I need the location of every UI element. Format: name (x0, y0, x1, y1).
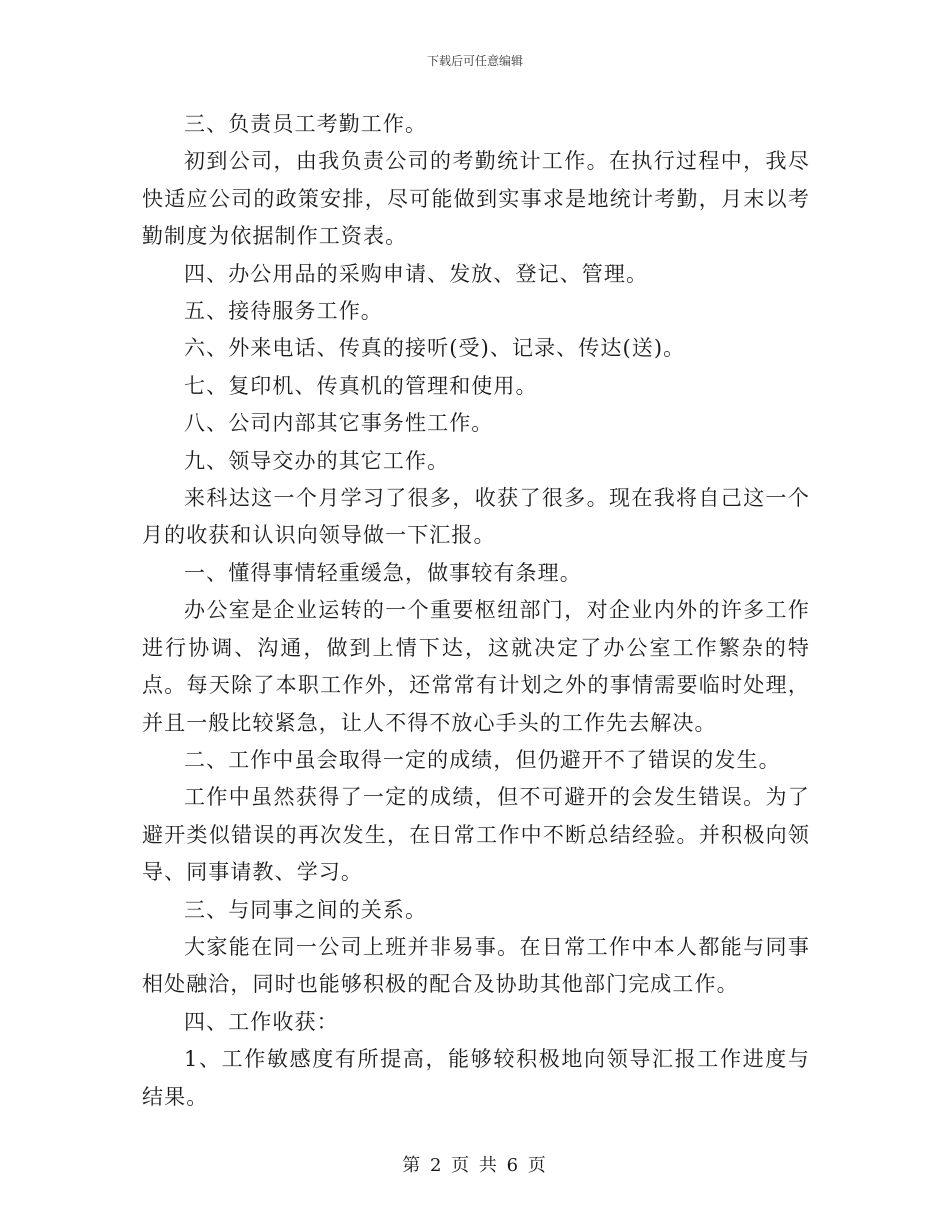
paragraph: 二、工作中虽会取得一定的成绩，但仍避开不了错误的发生。 (184, 747, 781, 772)
paragraph: 初到公司，由我负责公司的考勤统计工作。在执行过程中，我尽快适应公司的政策安排，尽可能做到实事求是地统计考勤，月末以考勤制度为依据制作工资表。 (142, 149, 810, 249)
paragraph: 1、工作敏感度有所提高，能够较积极地向领导汇报工作进度与结果。 (142, 1047, 810, 1109)
paragraph: 四、工作收获： (184, 1009, 339, 1034)
paragraph: 九、领导交办的其它工作。 (184, 448, 450, 473)
paragraph: 四、办公用品的采购申请、发放、登记、管理。 (184, 261, 649, 286)
paragraph: 三、负责员工考勤工作。 (184, 112, 428, 136)
paragraph: 六、外来电话、传真的接听(受)、记录、传达(送)。 (184, 336, 686, 361)
paragraph: 八、公司内部其它事务性工作。 (184, 411, 494, 436)
paragraph: 大家能在同一公司上班并非易事。在日常工作中本人都能与同事相处融洽，同时也能够积极的配合及协助其他部门完成工作。 (142, 934, 810, 997)
paragraph: 办公室是企业运转的一个重要枢纽部门，对企业内外的许多工作进行协调、沟通，做到上情下达，这就决定了办公室工作繁杂的特点。每天除了本职工作外，还常常有计划之外的事情需要临时处理，并且一般比较紧急，让人不得不放心手头的工作先去解决。 (142, 598, 810, 735)
paragraph: 工作中虽然获得了一定的成绩，但不可避开的会发生错误。为了避开类似错误的再次发生，在日常工作中不断总结经验。并积极向领导、同事请教、学习。 (142, 785, 810, 885)
paragraph: 五、接待服务工作。 (184, 299, 383, 324)
paragraph: 来科达这一个月学习了很多，收获了很多。现在我将自己这一个月的收获和认识向领导做一下汇报。 (142, 486, 810, 548)
paragraph: 七、复印机、传真机的管理和使用。 (184, 373, 538, 398)
document-body (142, 106, 810, 1116)
paragraph: 三、与同事之间的关系。 (184, 897, 428, 922)
paragraph: 一、懂得事情轻重缓急，做事较有条理。 (184, 560, 582, 585)
page-number-footer: 第 2 页 共 6 页 (402, 1155, 548, 1176)
page-header-note: 下载后可任意编辑 (426, 54, 523, 68)
